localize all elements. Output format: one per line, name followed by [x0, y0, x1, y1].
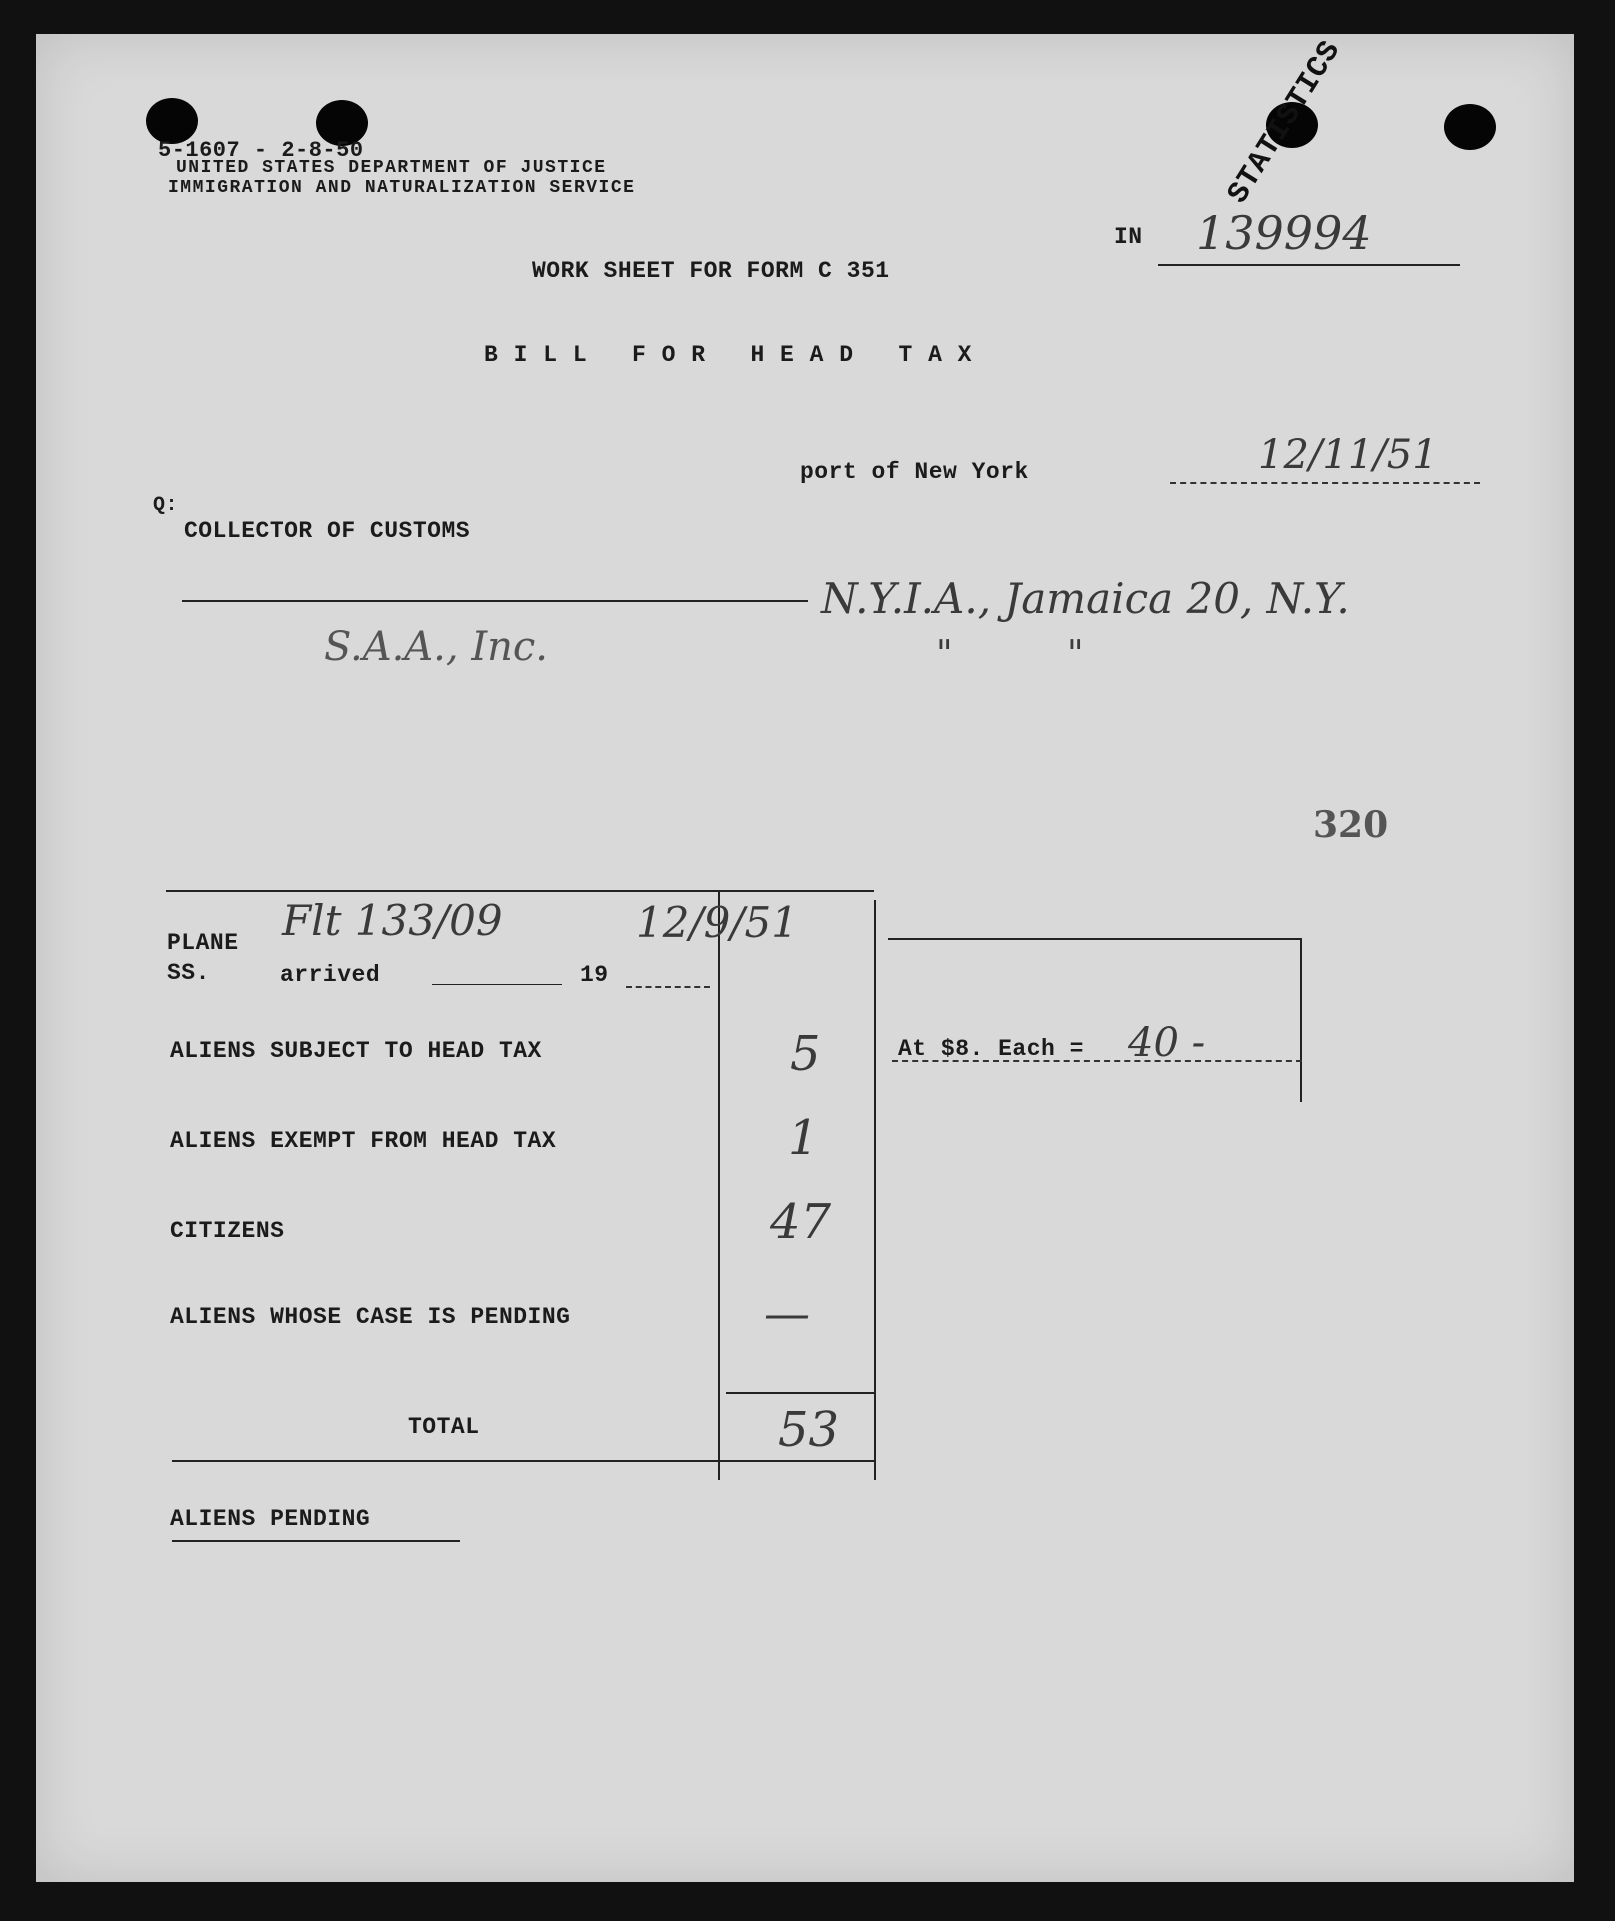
punch-hole — [1444, 104, 1496, 150]
agency-line-2: IMMIGRATION AND NATURALIZATION SERVICE — [168, 178, 636, 198]
in-underline — [1158, 264, 1460, 266]
in-number: 139994 — [1196, 206, 1372, 260]
plane-label: PLANE — [167, 930, 239, 956]
to-label: Q: — [153, 494, 179, 517]
statistics-stamp: STATISTICS — [1221, 35, 1349, 211]
arrived-blank — [432, 984, 562, 985]
document-page — [36, 34, 1574, 1882]
tax-rate-label: At $8. Each = — [898, 1036, 1084, 1062]
bill-title: B I L L F O R H E A D T A X — [484, 342, 973, 368]
row-label-exempt: ALIENS EXEMPT FROM HEAD TAX — [170, 1128, 557, 1154]
row-value-citizens: 47 — [770, 1194, 832, 1250]
flight-handwritten: Flt 133/09 — [282, 896, 503, 945]
arrival-date-handwritten: 12/9/51 — [636, 898, 798, 947]
arrived-label: arrived — [280, 962, 381, 988]
sender-handwritten: S.A.A., Inc. — [324, 624, 549, 670]
form-number: 5-1607 - 2-8-50 — [158, 138, 364, 163]
page-number: 320 — [1313, 804, 1389, 846]
tax-box-top — [888, 938, 1302, 940]
agency-line-1: UNITED STATES DEPARTMENT OF JUSTICE — [176, 158, 607, 178]
date-underline — [1170, 482, 1480, 485]
table-divider — [718, 890, 720, 1480]
worksheet-title: WORK SHEET FOR FORM C 351 — [532, 258, 890, 284]
aliens-pending-label: ALIENS PENDING — [170, 1506, 371, 1532]
addressee: COLLECTOR OF CUSTOMS — [184, 518, 471, 544]
row-label-citizens: CITIZENS — [170, 1218, 285, 1244]
total-rule — [726, 1392, 874, 1394]
tax-box-right — [1300, 938, 1302, 1102]
tax-amount-handwritten: 40 - — [1128, 1020, 1206, 1066]
total-value: 53 — [778, 1402, 840, 1458]
row-label-pending: ALIENS WHOSE CASE IS PENDING — [170, 1304, 571, 1330]
table-top-rule — [166, 890, 874, 892]
ss-label: SS. — [167, 960, 210, 986]
year-prefix: 19 — [580, 962, 609, 988]
row-label-subject: ALIENS SUBJECT TO HEAD TAX — [170, 1038, 542, 1064]
total-label: TOTAL — [408, 1414, 480, 1440]
carrier-handwritten: N.Y.I.A., Jamaica 20, N.Y. — [821, 574, 1350, 623]
table-bottom-rule — [172, 1460, 876, 1462]
row-value-exempt: 1 — [788, 1110, 819, 1166]
ditto-handwritten: " " — [936, 634, 1084, 675]
row-value-subject: 5 — [790, 1026, 821, 1082]
date-handwritten: 12/11/51 — [1258, 432, 1438, 478]
addressee-line — [182, 600, 808, 602]
in-label: IN — [1114, 224, 1143, 250]
aliens-pending-underline — [172, 1540, 460, 1542]
port-label: port of New York — [800, 459, 1029, 485]
year-blank — [626, 986, 710, 989]
table-right-rule — [874, 900, 876, 1480]
row-value-pending: — — [764, 1286, 810, 1340]
